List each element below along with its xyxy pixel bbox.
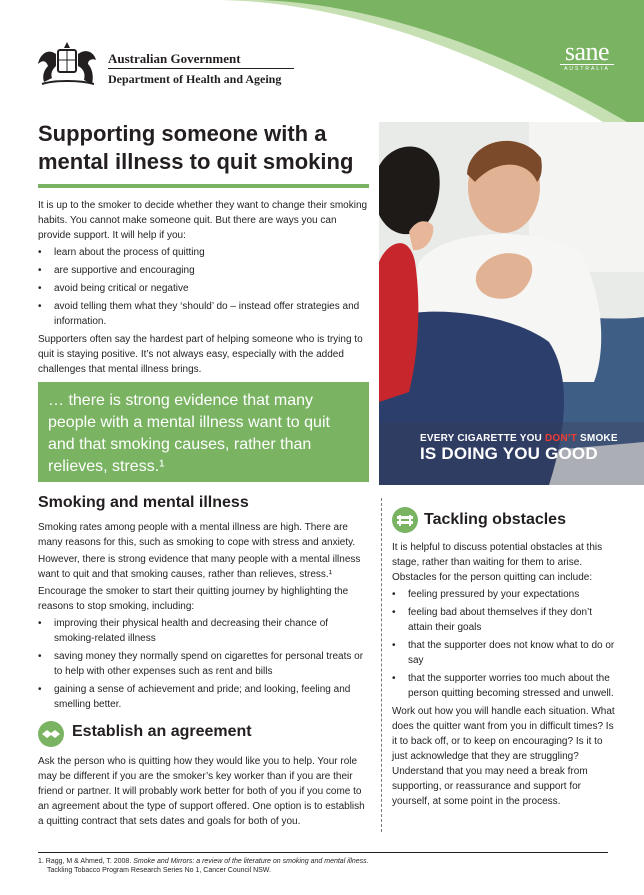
footnote-line-1	[38, 857, 608, 866]
handshake-icon	[38, 721, 64, 747]
list-item: • that the supporter worries too much about the person quitting becoming stressed and unwell.	[392, 671, 618, 701]
list-item: • are supportive and encouraging	[38, 263, 370, 278]
heading-tackling-obstacles: Tackling obstacles	[424, 511, 566, 528]
title-underline	[38, 184, 369, 188]
smoking-bullet-list	[38, 616, 370, 712]
smoking-section	[38, 520, 370, 715]
intro-paragraph-1: It is up to the smoker to decide whether they want to change their smoking habits. You cannot make someone quit. But there are ways you can provide support. It will help if you:	[38, 200, 368, 241]
campaign-tagline-line1	[420, 433, 618, 444]
list-item: • saving money they normally spend on cigarettes for personal treats or to help with other expenses such as rent and bills	[38, 649, 370, 679]
gov-divider	[108, 68, 294, 69]
sane-logo	[560, 37, 614, 72]
smoking-paragraph-3: Encourage the smoker to start their quitting journey by highlighting the reasons to stop smoking, including:	[38, 586, 349, 612]
pull-quote	[38, 382, 369, 482]
department-name: Department of Health and Ageing	[108, 72, 282, 86]
tackling-paragraph-2: Work out how you will handle each situation. What does the quitter want from you in difficult times? Is it to back off, or to keep on encouraging? Is it to just acknowledge that they are struggling? Understand that you may need a break from supporting, or reassurance and support for yourself, at some point in the process.	[392, 706, 615, 807]
list-item: • feeling pressured by your expectations	[392, 587, 618, 602]
sane-subtitle: AUSTRALIA	[560, 64, 614, 72]
footnote-title: Smoke and Mirrors: a review of the literature on smoking and mental illness.	[133, 858, 369, 865]
heading-smoking-mental-illness: Smoking and mental illness	[38, 494, 249, 511]
sane-wordmark: sane	[564, 37, 610, 66]
tackling-paragraph-1: It is helpful to discuss potential obstacles at this stage, rather than waiting for them to arise. Obstacles for the person quitting can include:	[392, 542, 603, 583]
list-item: • improving their physical health and decreasing their chance of smoking-related illness	[38, 616, 370, 646]
intro-bullet-list	[38, 245, 370, 329]
australian-coat-of-arms-icon	[34, 40, 100, 88]
establish-paragraph: Ask the person who is quitting how they would like you to help. Your role may be different if you are the smoker’s key worker than if you are their friend or partner. It will probably work better for both of you if you come to an agreement about the type of support offered. One option is to establish a quitting contract that sets dates and goals for both of you.	[38, 756, 365, 827]
smoking-paragraph-1: Smoking rates among people with a mental illness are high. There are many reasons for this, such as smoking to cope with stress and anxiety.	[38, 522, 356, 548]
footnote-divider	[38, 852, 608, 853]
list-item: • feeling bad about themselves if they don’t attain their goals	[392, 605, 618, 635]
list-item: • avoid telling them what they ‘should’ do – instead offer strategies and information.	[38, 299, 370, 329]
list-item: • gaining a sense of achievement and pride; and looking, feeling and smelling better.	[38, 682, 370, 712]
government-logo	[34, 40, 294, 90]
tackling-bullet-list	[392, 587, 618, 701]
hurdle-icon	[392, 507, 418, 533]
footnote	[38, 857, 608, 875]
tagline-emphasis: DON’T	[544, 433, 578, 444]
smoking-paragraph-2: However, there is strong evidence that many people with a mental illness want to quit and that smoking causes, rather than relieves, stress.¹	[38, 554, 361, 580]
intro-section	[38, 198, 370, 379]
gov-name: Australian Government	[108, 51, 241, 66]
footnote-citation: 1. Ragg, M & Ahmed, T. 2008.	[38, 858, 134, 865]
list-item: • that the supporter does not know what to do or say	[392, 638, 618, 668]
list-item: • avoid being critical or negative	[38, 281, 370, 296]
tagline-text-2: SMOKE	[577, 433, 618, 444]
page-title: Supporting someone with a mental illness to quit smoking	[38, 121, 354, 174]
tagline-text-1: EVERY CIGARETTE YOU	[420, 433, 545, 444]
heading-establish-agreement: Establish an agreement	[72, 723, 252, 740]
list-item: • learn about the process of quitting	[38, 245, 370, 260]
intro-paragraph-2: Supporters often say the hardest part of helping someone who is trying to quit is staying positive. It’s not always easy, especially with the added challenges that mental illness brings.	[38, 334, 363, 375]
tackling-section	[392, 540, 618, 811]
footnote-line-2: Tackling Tobacco Program Research Series No 1, Cancer Council NSW.	[47, 867, 271, 874]
hero-photo	[379, 122, 644, 485]
pull-quote-text: … there is strong evidence that many people with a mental illness want to quit and that smoking causes, rather than relieves, stress.¹	[48, 392, 330, 475]
hero-photo-illustration	[379, 122, 644, 485]
campaign-tagline-line2: IS DOING YOU GOOD	[420, 444, 598, 463]
column-divider	[381, 498, 382, 832]
